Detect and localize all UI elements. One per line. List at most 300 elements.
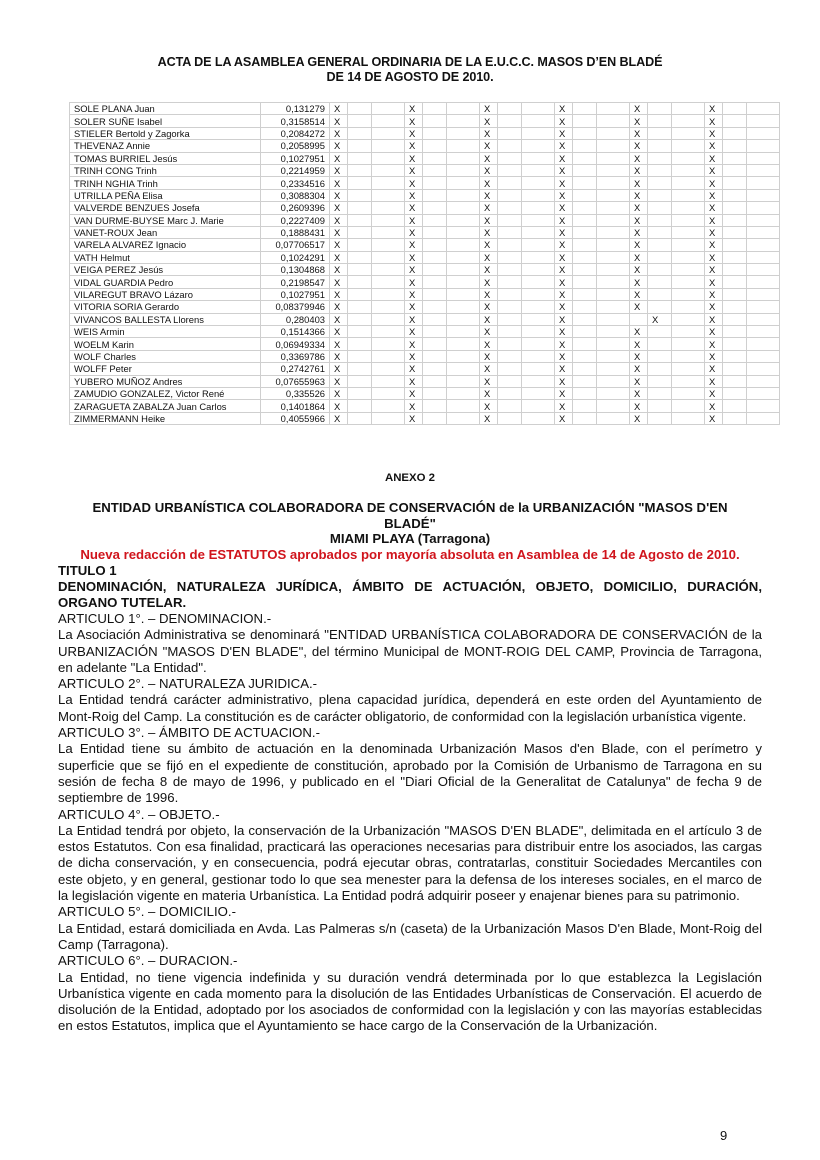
vote-mark-cell: [747, 313, 780, 325]
coefficient-cell: 0,1514366: [261, 326, 330, 338]
coefficient-cell: 0,4055966: [261, 412, 330, 424]
vote-mark-cell: [447, 239, 480, 251]
vote-mark-cell: X: [630, 400, 648, 412]
vote-mark-cell: [522, 363, 555, 375]
vote-mark-cell: [423, 239, 447, 251]
vote-mark-cell: [747, 326, 780, 338]
vote-mark-cell: [348, 375, 372, 387]
vote-mark-cell: [522, 239, 555, 251]
vote-mark-cell: [348, 177, 372, 189]
vote-mark-cell: [447, 363, 480, 375]
vote-mark-cell: [423, 375, 447, 387]
vote-mark-cell: [348, 412, 372, 424]
vote-mark-cell: [648, 350, 672, 362]
vote-mark-cell: [348, 326, 372, 338]
member-name-cell: VITORIA SORIA Gerardo: [70, 301, 261, 313]
vote-mark-cell: [372, 338, 405, 350]
vote-mark-cell: [747, 301, 780, 313]
vote-mark-cell: [747, 288, 780, 300]
vote-mark-cell: [573, 326, 597, 338]
vote-mark-cell: X: [705, 400, 723, 412]
vote-mark-cell: X: [405, 288, 423, 300]
vote-mark-cell: [723, 375, 747, 387]
vote-mark-cell: [498, 326, 522, 338]
vote-mark-cell: [747, 387, 780, 399]
vote-mark-cell: [672, 152, 705, 164]
vote-mark-cell: [723, 387, 747, 399]
vote-mark-cell: X: [330, 152, 348, 164]
coefficient-cell: 0,07706517: [261, 239, 330, 251]
vote-mark-cell: [747, 400, 780, 412]
vote-mark-cell: [648, 375, 672, 387]
vote-mark-cell: X: [555, 276, 573, 288]
vote-mark-cell: [498, 214, 522, 226]
table-row: [70, 264, 780, 276]
vote-mark-cell: X: [705, 152, 723, 164]
vote-mark-cell: [498, 127, 522, 139]
vote-mark-cell: [672, 338, 705, 350]
vote-mark-cell: X: [330, 301, 348, 313]
article-5-body: La Entidad, estará domiciliada en Avda. Las Palmeras s/n (caseta) de la Urbanización Masos D'en Blade, Mont-Roig del Camp (Tarragona).: [58, 920, 762, 952]
vote-mark-cell: X: [405, 375, 423, 387]
vote-mark-cell: X: [555, 152, 573, 164]
vote-mark-cell: X: [480, 412, 498, 424]
annex-label: ANEXO 2: [384, 472, 435, 484]
vote-mark-cell: [648, 264, 672, 276]
vote-mark-cell: [498, 115, 522, 127]
vote-mark-cell: [597, 140, 630, 152]
vote-mark-cell: [423, 412, 447, 424]
vote-mark-cell: X: [705, 202, 723, 214]
vote-mark-cell: [648, 214, 672, 226]
vote-mark-cell: [372, 214, 405, 226]
vote-mark-cell: [648, 338, 672, 350]
vote-mark-cell: [498, 239, 522, 251]
vote-mark-cell: X: [705, 350, 723, 362]
vote-mark-cell: X: [405, 301, 423, 313]
vote-mark-cell: [348, 189, 372, 201]
vote-mark-cell: [597, 288, 630, 300]
article-5-heading: ARTICULO 5°. – DOMICILIO.-: [58, 904, 236, 920]
vote-mark-cell: [573, 387, 597, 399]
vote-mark-cell: X: [648, 313, 672, 325]
vote-mark-cell: [747, 239, 780, 251]
vote-mark-cell: X: [555, 202, 573, 214]
vote-mark-cell: [597, 177, 630, 189]
vote-mark-cell: [597, 363, 630, 375]
vote-mark-cell: X: [705, 103, 723, 115]
vote-mark-cell: [372, 326, 405, 338]
vote-mark-cell: X: [330, 326, 348, 338]
vote-mark-cell: X: [405, 251, 423, 263]
vote-mark-cell: [573, 288, 597, 300]
vote-mark-cell: X: [405, 189, 423, 201]
vote-mark-cell: [372, 301, 405, 313]
vote-mark-cell: X: [555, 264, 573, 276]
vote-mark-cell: X: [405, 338, 423, 350]
vote-mark-cell: [522, 226, 555, 238]
vote-mark-cell: X: [330, 387, 348, 399]
vote-mark-cell: [597, 164, 630, 176]
vote-mark-cell: [723, 152, 747, 164]
vote-mark-cell: X: [330, 338, 348, 350]
vote-mark-cell: [648, 412, 672, 424]
vote-mark-cell: X: [555, 326, 573, 338]
vote-mark-cell: [672, 127, 705, 139]
vote-mark-cell: [423, 350, 447, 362]
vote-mark-cell: [372, 350, 405, 362]
member-name-cell: SOLE PLANA Juan: [70, 103, 261, 115]
vote-mark-cell: [672, 189, 705, 201]
vote-mark-cell: [522, 115, 555, 127]
table-row: [70, 226, 780, 238]
vote-mark-cell: [447, 226, 480, 238]
table-row: [70, 350, 780, 362]
vote-mark-cell: [522, 152, 555, 164]
vote-mark-cell: [672, 202, 705, 214]
vote-mark-cell: [522, 288, 555, 300]
vote-mark-cell: X: [405, 226, 423, 238]
article-2-body: La Entidad tendrá carácter administrativo, plena capacidad jurídica, dependerá en este orden del Ayuntamiento de Mont-Roig del Camp. La constitución es de carácter obligatorio, de conformidad con la legislación urbanística vigente.: [58, 692, 762, 724]
member-name-cell: WOLFF Peter: [70, 363, 261, 375]
vote-mark-cell: [573, 400, 597, 412]
vote-mark-cell: X: [555, 189, 573, 201]
vote-mark-cell: [723, 276, 747, 288]
vote-mark-cell: X: [630, 412, 648, 424]
vote-mark-cell: [447, 115, 480, 127]
article-3-heading: ARTICULO 3°. – ÁMBITO DE ACTUACION.-: [58, 725, 320, 741]
vote-mark-cell: [573, 103, 597, 115]
table-row: [70, 412, 780, 424]
member-name-cell: TRINH NGHIA Trinh: [70, 177, 261, 189]
vote-mark-cell: [423, 301, 447, 313]
vote-mark-cell: X: [555, 214, 573, 226]
vote-mark-cell: [597, 189, 630, 201]
vote-mark-cell: X: [330, 226, 348, 238]
member-name-cell: VAN DURME-BUYSE Marc J. Marie: [70, 214, 261, 226]
vote-mark-cell: [372, 164, 405, 176]
vote-mark-cell: X: [555, 387, 573, 399]
vote-mark-cell: [498, 202, 522, 214]
coefficient-cell: 0,1888431: [261, 226, 330, 238]
coefficient-cell: 0,2334516: [261, 177, 330, 189]
vote-mark-cell: [447, 326, 480, 338]
vote-mark-cell: [447, 202, 480, 214]
vote-mark-cell: [723, 103, 747, 115]
vote-mark-cell: [447, 375, 480, 387]
vote-mark-cell: [498, 152, 522, 164]
vote-mark-cell: [522, 412, 555, 424]
vote-mark-cell: X: [705, 313, 723, 325]
table-row: [70, 288, 780, 300]
vote-mark-cell: [597, 387, 630, 399]
vote-mark-cell: X: [555, 412, 573, 424]
vote-mark-cell: [723, 214, 747, 226]
vote-mark-cell: [423, 177, 447, 189]
vote-mark-cell: [747, 375, 780, 387]
member-name-cell: VIDAL GUARDIA Pedro: [70, 276, 261, 288]
vote-mark-cell: X: [480, 375, 498, 387]
vote-mark-cell: [648, 363, 672, 375]
vote-mark-cell: [672, 363, 705, 375]
vote-mark-cell: [573, 239, 597, 251]
vote-mark-cell: [573, 363, 597, 375]
vote-mark-cell: X: [555, 164, 573, 176]
table-row: [70, 313, 780, 325]
vote-mark-cell: [672, 214, 705, 226]
vote-mark-cell: [447, 276, 480, 288]
vote-mark-cell: X: [480, 251, 498, 263]
vote-mark-cell: X: [330, 189, 348, 201]
vote-mark-cell: [648, 226, 672, 238]
vote-mark-cell: [348, 251, 372, 263]
vote-mark-cell: [498, 251, 522, 263]
vote-mark-cell: [372, 313, 405, 325]
vote-mark-cell: [498, 264, 522, 276]
vote-mark-cell: X: [480, 264, 498, 276]
vote-mark-cell: [597, 127, 630, 139]
vote-mark-cell: [348, 301, 372, 313]
vote-mark-cell: [648, 140, 672, 152]
vote-mark-cell: [723, 164, 747, 176]
vote-mark-cell: X: [330, 375, 348, 387]
coefficient-cell: 0,2609396: [261, 202, 330, 214]
vote-mark-cell: [498, 276, 522, 288]
vote-mark-cell: X: [555, 363, 573, 375]
vote-mark-cell: [573, 226, 597, 238]
vote-mark-cell: X: [705, 338, 723, 350]
articles: [58, 611, 762, 1035]
member-name-cell: VALVERDE BENZUES Josefa: [70, 202, 261, 214]
vote-mark-cell: [672, 239, 705, 251]
vote-mark-cell: [522, 214, 555, 226]
vote-mark-cell: [573, 214, 597, 226]
coefficient-cell: 0,1024291: [261, 251, 330, 263]
vote-mark-cell: [597, 338, 630, 350]
vote-mark-cell: [522, 103, 555, 115]
vote-mark-cell: [723, 313, 747, 325]
vote-mark-cell: [423, 152, 447, 164]
vote-mark-cell: X: [630, 301, 648, 313]
member-name-cell: THEVENAZ Annie: [70, 140, 261, 152]
table-row: [70, 214, 780, 226]
vote-mark-cell: [498, 301, 522, 313]
vote-mark-cell: [672, 226, 705, 238]
coefficient-cell: 0,3369786: [261, 350, 330, 362]
table-row: [70, 164, 780, 176]
vote-mark-cell: X: [705, 301, 723, 313]
vote-mark-cell: [672, 177, 705, 189]
vote-mark-cell: X: [555, 226, 573, 238]
vote-mark-cell: [372, 412, 405, 424]
vote-mark-cell: X: [405, 264, 423, 276]
vote-mark-cell: [447, 412, 480, 424]
table-row: [70, 152, 780, 164]
vote-mark-cell: [672, 400, 705, 412]
vote-mark-cell: [597, 226, 630, 238]
vote-mark-cell: X: [480, 115, 498, 127]
vote-mark-cell: [522, 276, 555, 288]
vote-mark-cell: [447, 350, 480, 362]
vote-mark-cell: [447, 214, 480, 226]
vote-mark-cell: [372, 152, 405, 164]
vote-mark-cell: [648, 202, 672, 214]
vote-mark-cell: [672, 140, 705, 152]
coefficient-cell: 0,08379946: [261, 301, 330, 313]
vote-mark-cell: [648, 189, 672, 201]
vote-mark-cell: [423, 202, 447, 214]
vote-mark-cell: X: [705, 239, 723, 251]
vote-mark-cell: [747, 152, 780, 164]
vote-mark-cell: [372, 177, 405, 189]
vote-mark-cell: [597, 400, 630, 412]
vote-mark-cell: [423, 251, 447, 263]
member-name-cell: VARELA ALVAREZ Ignacio: [70, 239, 261, 251]
vote-mark-cell: [597, 251, 630, 263]
vote-mark-cell: [573, 115, 597, 127]
vote-mark-cell: [723, 189, 747, 201]
vote-mark-cell: [597, 326, 630, 338]
table-row: [70, 387, 780, 399]
vote-mark-cell: [723, 140, 747, 152]
vote-mark-cell: X: [705, 127, 723, 139]
vote-mark-cell: X: [705, 288, 723, 300]
vote-mark-cell: [672, 375, 705, 387]
vote-mark-cell: [672, 326, 705, 338]
vote-mark-cell: X: [480, 350, 498, 362]
vote-mark-cell: [522, 264, 555, 276]
vote-mark-cell: [522, 301, 555, 313]
member-name-cell: VATH Helmut: [70, 251, 261, 263]
vote-mark-cell: [597, 301, 630, 313]
vote-mark-cell: [597, 375, 630, 387]
attendance-vote-table: [69, 102, 780, 425]
member-name-cell: SOLER SUÑE Isabel: [70, 115, 261, 127]
vote-mark-cell: [573, 313, 597, 325]
vote-mark-cell: [423, 326, 447, 338]
member-name-cell: WEIS Armin: [70, 326, 261, 338]
vote-mark-cell: X: [480, 313, 498, 325]
vote-mark-cell: [648, 301, 672, 313]
vote-mark-cell: [747, 363, 780, 375]
vote-mark-cell: [372, 239, 405, 251]
vote-mark-cell: [348, 400, 372, 412]
vote-mark-cell: X: [555, 288, 573, 300]
vote-mark-cell: [348, 276, 372, 288]
vote-mark-cell: X: [480, 400, 498, 412]
vote-mark-cell: X: [555, 350, 573, 362]
vote-mark-cell: [522, 189, 555, 201]
vote-mark-cell: [648, 115, 672, 127]
vote-mark-cell: [723, 338, 747, 350]
vote-mark-cell: X: [480, 301, 498, 313]
member-name-cell: TOMAS BURRIEL Jesús: [70, 152, 261, 164]
vote-mark-cell: X: [630, 164, 648, 176]
vote-mark-cell: [498, 103, 522, 115]
vote-mark-cell: [522, 140, 555, 152]
vote-mark-cell: [573, 189, 597, 201]
vote-mark-cell: X: [555, 338, 573, 350]
vote-mark-cell: [447, 103, 480, 115]
vote-mark-cell: X: [405, 103, 423, 115]
vote-mark-cell: [447, 140, 480, 152]
coefficient-cell: 0,2198547: [261, 276, 330, 288]
vote-mark-cell: X: [555, 251, 573, 263]
article-6-body: La Entidad, no tiene vigencia indefinida y su duración vendrá determinada por lo que establezca la Legislación Urbanística vigente en cada momento para la disolución de las Entidades Urbanísticas de Conservación. El acuerdo de disolución de la Entidad, adoptado por los asociados de conformidad con la legislación y con las mayorías establecidas en estos Estatutos, implica que el Ayuntamiento se hace cargo de la Conservación de la Urbanización.: [58, 969, 762, 1034]
vote-mark-cell: [723, 363, 747, 375]
table-row: [70, 375, 780, 387]
vote-mark-cell: [423, 387, 447, 399]
vote-mark-cell: [498, 400, 522, 412]
vote-mark-cell: X: [405, 363, 423, 375]
vote-mark-cell: [447, 189, 480, 201]
vote-mark-cell: [348, 127, 372, 139]
vote-mark-cell: X: [480, 214, 498, 226]
vote-mark-cell: [648, 164, 672, 176]
coefficient-cell: 0,1401864: [261, 400, 330, 412]
vote-mark-cell: X: [630, 350, 648, 362]
article-4-heading: ARTICULO 4°. – OBJETO.-: [58, 806, 220, 822]
vote-mark-cell: X: [330, 202, 348, 214]
coefficient-cell: 0,2227409: [261, 214, 330, 226]
vote-mark-cell: [498, 164, 522, 176]
coefficient-cell: 0,335526: [261, 387, 330, 399]
vote-mark-cell: [447, 301, 480, 313]
vote-mark-cell: [597, 313, 630, 325]
vote-mark-cell: X: [480, 189, 498, 201]
vote-mark-cell: [423, 127, 447, 139]
vote-mark-cell: [522, 338, 555, 350]
vote-mark-cell: [573, 140, 597, 152]
vote-mark-cell: X: [405, 412, 423, 424]
vote-mark-cell: [372, 264, 405, 276]
coefficient-cell: 0,06949334: [261, 338, 330, 350]
member-name-cell: VEIGA PEREZ Jesús: [70, 264, 261, 276]
vote-mark-cell: [723, 412, 747, 424]
vote-mark-cell: [372, 400, 405, 412]
vote-mark-cell: [573, 264, 597, 276]
vote-mark-cell: [723, 301, 747, 313]
vote-mark-cell: X: [630, 276, 648, 288]
vote-mark-cell: [423, 140, 447, 152]
vote-mark-cell: X: [405, 214, 423, 226]
vote-mark-cell: X: [330, 164, 348, 176]
vote-mark-cell: X: [480, 226, 498, 238]
vote-mark-cell: X: [630, 226, 648, 238]
vote-mark-cell: [747, 189, 780, 201]
vote-mark-cell: X: [630, 214, 648, 226]
table-row: [70, 251, 780, 263]
coefficient-cell: 0,3088304: [261, 189, 330, 201]
coefficient-cell: 0,280403: [261, 313, 330, 325]
vote-mark-cell: X: [330, 214, 348, 226]
vote-mark-cell: [522, 313, 555, 325]
table-row: [70, 202, 780, 214]
vote-mark-cell: [672, 350, 705, 362]
vote-mark-cell: [648, 239, 672, 251]
vote-mark-cell: X: [405, 177, 423, 189]
vote-mark-cell: [423, 363, 447, 375]
vote-mark-cell: X: [630, 115, 648, 127]
vote-mark-cell: [348, 350, 372, 362]
vote-mark-cell: [348, 226, 372, 238]
vote-mark-cell: X: [405, 152, 423, 164]
vote-mark-cell: X: [705, 164, 723, 176]
vote-mark-cell: [648, 127, 672, 139]
vote-mark-cell: X: [405, 127, 423, 139]
vote-mark-cell: X: [405, 400, 423, 412]
vote-mark-cell: [747, 140, 780, 152]
